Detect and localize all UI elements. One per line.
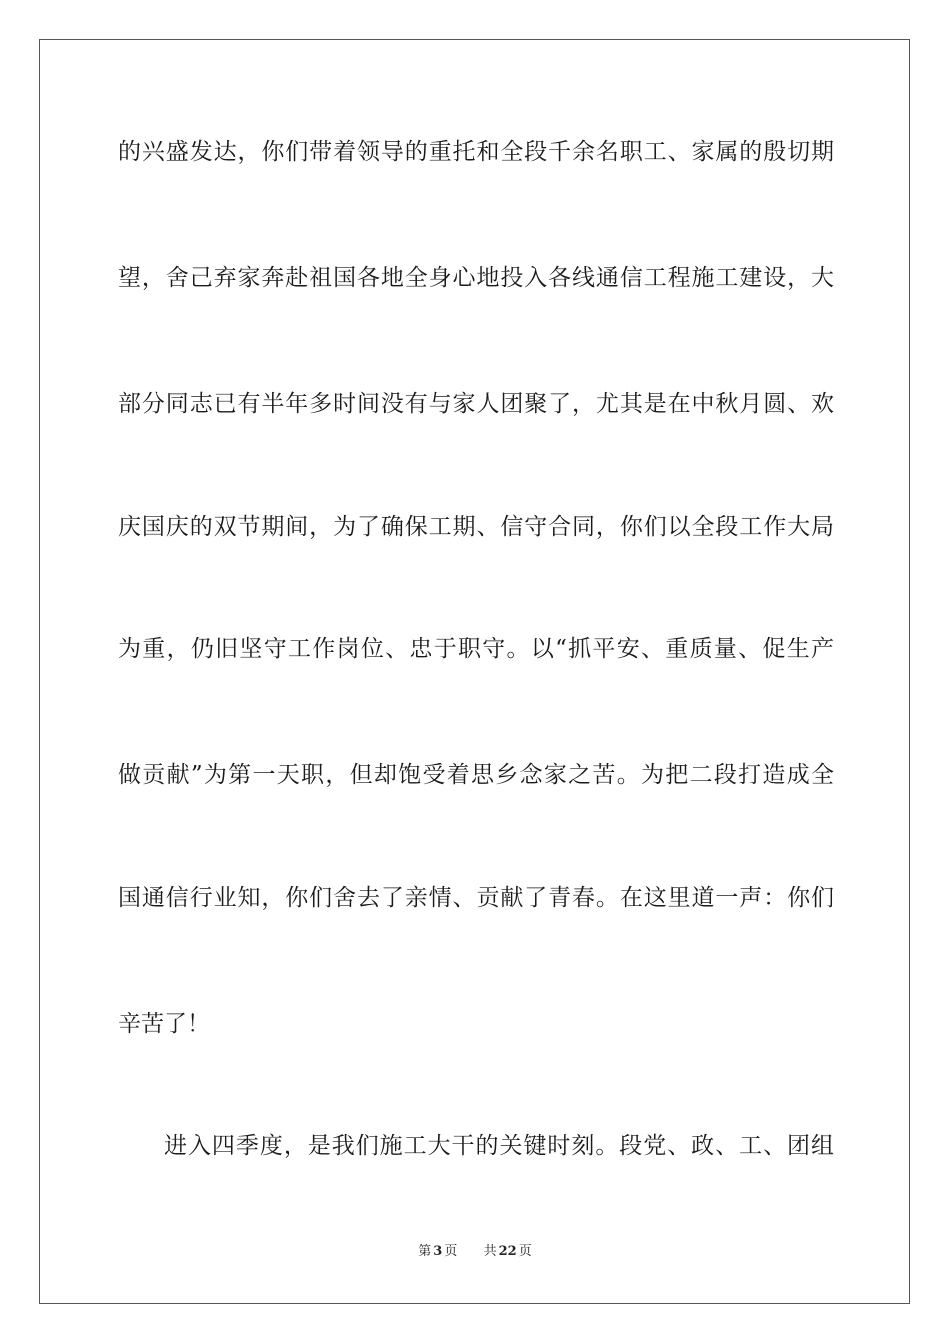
text-line-8: 辛苦了！ bbox=[118, 1011, 210, 1037]
footer-page-prefix: 第 bbox=[418, 1244, 432, 1259]
footer-total-suffix: 页 bbox=[518, 1244, 532, 1259]
page-footer bbox=[0, 1243, 950, 1261]
page-border bbox=[39, 39, 910, 1304]
footer-page-number: 3 bbox=[433, 1244, 443, 1259]
footer-total-prefix: 共 bbox=[483, 1244, 497, 1259]
text-line-2: 望，舍己弃家奔赴祖国各地全身心地投入各线通信工程施工建设，大 bbox=[118, 265, 834, 291]
footer-page-suffix: 页 bbox=[444, 1244, 458, 1259]
text-line-4: 庆国庆的双节期间，为了确保工期、信守合同，你们以全段工作大局 bbox=[118, 514, 834, 540]
text-line-9: 进入四季度，是我们施工大干的关键时刻。段党、政、工、团组 bbox=[164, 1133, 834, 1159]
text-line-6: 做贡献”为第一天职，但却饱受着思乡念家之苦。为把二段打造成全 bbox=[118, 762, 834, 788]
text-line-7: 国通信行业知，你们舍去了亲情、贡献了青春。在这里道一声：你们 bbox=[118, 885, 834, 911]
text-line-3: 部分同志已有半年多时间没有与家人团聚了，尤其是在中秋月圆、欢 bbox=[118, 391, 834, 417]
text-line-1: 的兴盛发达，你们带着领导的重托和全段千余名职工、家属的殷切期 bbox=[118, 139, 834, 165]
footer-total-pages: 22 bbox=[498, 1244, 517, 1259]
text-line-5: 为重，仍旧坚守工作岗位、忠于职守。以“抓平安、重质量、促生产 bbox=[118, 636, 834, 662]
